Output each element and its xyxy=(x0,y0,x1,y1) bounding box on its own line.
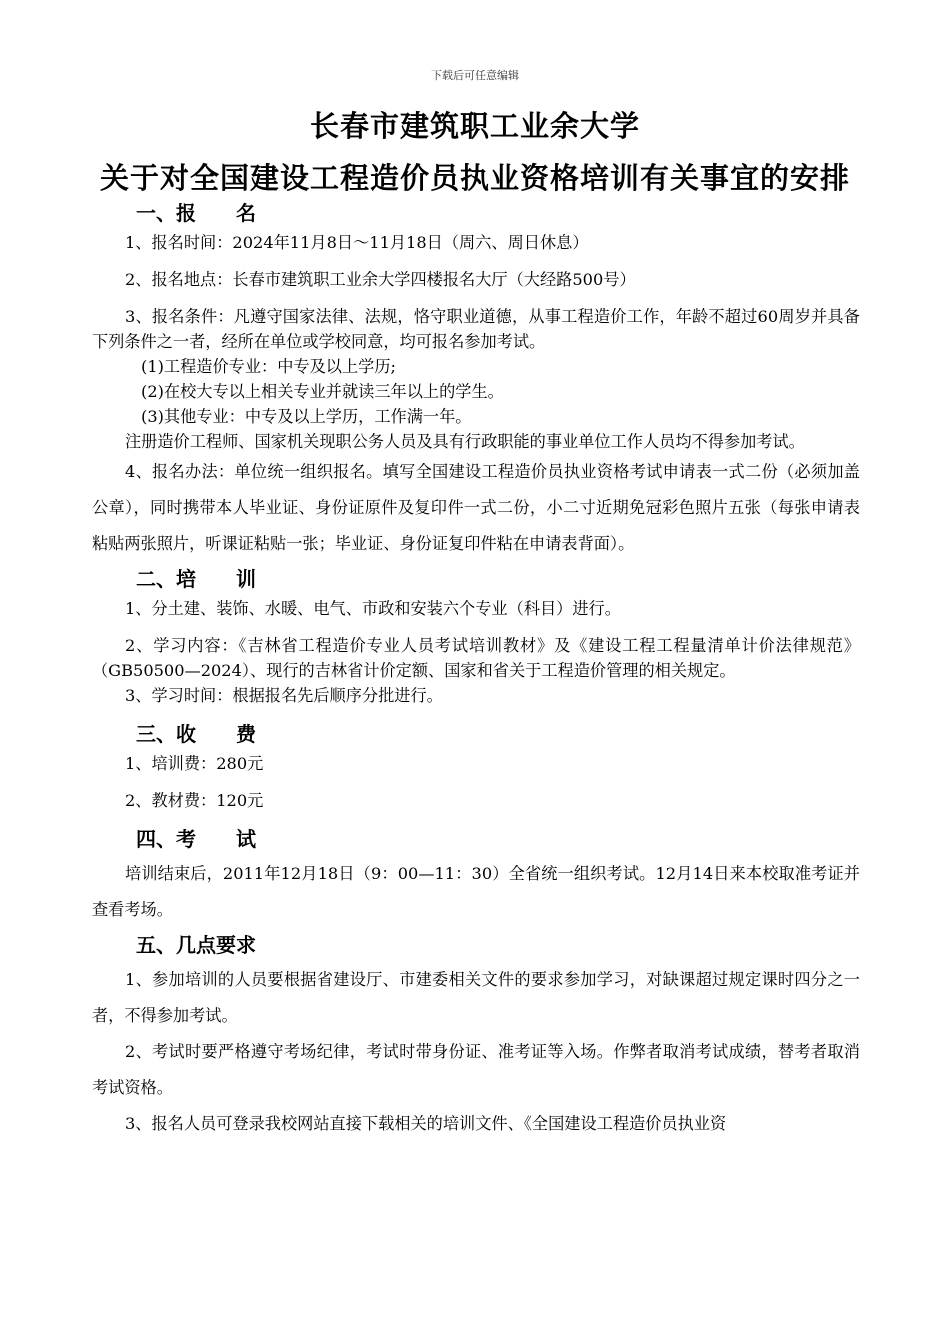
document-title-line2: 关于对全国建设工程造价员执业资格培训有关事宜的安排 xyxy=(99,161,850,195)
training-schedule: 3、学习时间：根据报名先后顺序分批进行。 xyxy=(125,686,443,705)
exam-info: 培训结束后，2011年12月18日（9：00—11：30）全省统一组织考试。12月14日来本校取准考证并查看考场。 xyxy=(92,864,860,919)
requirement-attendance: 1、参加培训的人员要根据省建设厅、市建委相关文件的要求参加学习，对缺课超过规定课时四分之一者，不得参加考试。 xyxy=(92,970,860,1025)
requirement-exam-discipline: 2、考试时要严格遵守考场纪律，考试时带身份证、准考证等入场。作弊者取消考试成绩，替考者取消考试资格。 xyxy=(92,1042,860,1097)
fee-materials: 2、教材费：120元 xyxy=(125,791,264,810)
registration-time: 1、报名时间：2024年11月8日～11月18日（周六、周日休息） xyxy=(125,233,589,252)
section-heading-exam: 四、考 试 xyxy=(136,827,256,851)
header-note: 下载后可任意编辑 xyxy=(431,69,519,82)
section-heading-training: 二、培 训 xyxy=(136,567,256,591)
requirement-download: 3、报名人员可登录我校网站直接下载相关的培训文件、《全国建设工程造价员执业资 xyxy=(125,1114,727,1133)
condition-item-2: (2)在校大专以上相关专业并就读三年以上的学生。 xyxy=(141,382,504,401)
fee-training: 1、培训费：280元 xyxy=(125,754,264,773)
registration-method: 4、报名办法：单位统一组织报名。填写全国建设工程造价员执业资格考试申请表一式二份（必须加盖公章），同时携带本人毕业证、身份证原件及复印件一式二份，小二寸近期免冠彩色照片五张（每张申请表粘贴两张照片，听课证粘贴一张；毕业证、身份证复印件粘在申请表背面）。 xyxy=(92,462,860,553)
condition-item-3: (3)其他专业：中专及以上学历，工作满一年。 xyxy=(141,407,472,426)
registration-conditions: 3、报名条件：凡遵守国家法律、法规，恪守职业道德，从事工程造价工作，年龄不超过60周岁并具备下列条件之一者，经所在单位或学校同意，均可报名参加考试。 xyxy=(92,307,860,351)
section-heading-requirements: 五、几点要求 xyxy=(136,933,256,957)
registration-exclusion-note: 注册造价工程师、国家机关现职公务人员及具有行政职能的事业单位工作人员均不得参加考试。 xyxy=(125,432,805,451)
section-heading-fees: 三、收 费 xyxy=(136,722,256,746)
training-content: 2、学习内容：《吉林省工程造价专业人员考试培训教材》及《建设工程工程量清单计价法律规范》（GB50500—2024）、现行的吉林省计价定额、国家和省关于工程造价管理的相关规定。 xyxy=(92,636,860,680)
registration-location: 2、报名地点：长春市建筑职工业余大学四楼报名大厅（大经路500号） xyxy=(125,270,636,289)
document-body xyxy=(92,196,860,1142)
section-heading-registration: 一、报 名 xyxy=(136,201,256,225)
document-title-line1: 长春市建筑职工业余大学 xyxy=(309,109,640,143)
condition-item-1: (1)工程造价专业：中专及以上学历; xyxy=(141,357,397,376)
training-specialties: 1、分土建、装饰、水暖、电气、市政和安装六个专业（科目）进行。 xyxy=(125,599,621,618)
